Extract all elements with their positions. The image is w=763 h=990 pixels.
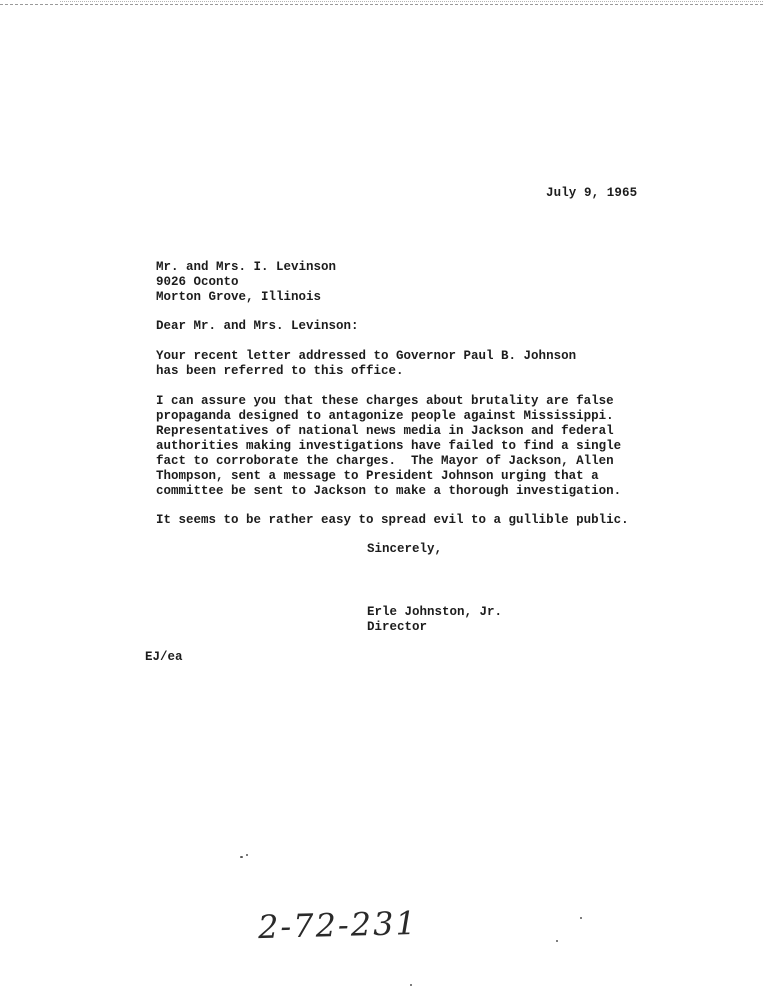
top-border-dashed xyxy=(0,4,763,5)
address-line-street: 9026 Oconto xyxy=(156,275,239,289)
address-line-city: Morton Grove, Illinois xyxy=(156,290,322,304)
paragraph-line: I can assure you that these charges about brutality are false xyxy=(156,394,614,408)
handwritten-file-number: 2-72-231 xyxy=(257,903,419,947)
paper-speck xyxy=(246,854,248,856)
paragraph-1 xyxy=(156,349,576,379)
paragraph-line: It seems to be rather easy to spread evil to a gullible public. xyxy=(156,513,629,527)
paper-speck xyxy=(240,856,243,858)
recipient-address xyxy=(156,260,336,305)
paragraph-line: committee be sent to Jackson to make a thorough investigation. xyxy=(156,484,622,498)
signer-name: Erle Johnston, Jr. xyxy=(367,605,503,619)
paragraph-2 xyxy=(156,394,621,499)
paragraph-line: Thompson, sent a message to President Johnson urging that a xyxy=(156,469,599,483)
paragraph-line: fact to corroborate the charges. The Mayor of Jackson, Allen xyxy=(156,454,614,468)
signer-title: Director xyxy=(367,620,428,634)
paragraph-line: has been referred to this office. xyxy=(156,364,404,378)
paper-speck xyxy=(580,917,582,919)
salutation xyxy=(156,319,359,334)
paper-speck xyxy=(410,984,412,986)
closing: Sincerely, xyxy=(367,542,443,556)
salutation-text: Dear Mr. and Mrs. Levinson: xyxy=(156,319,359,333)
paragraph-line: Your recent letter addressed to Governor Paul B. Johnson xyxy=(156,349,577,363)
paragraph-3 xyxy=(156,513,629,528)
paragraph-line: Representatives of national news media in Jackson and federal xyxy=(156,424,614,438)
address-line-name: Mr. and Mrs. I. Levinson xyxy=(156,260,337,274)
signature-block xyxy=(367,605,502,635)
top-border-dotted xyxy=(60,1,763,2)
letter-date: July 9, 1965 xyxy=(546,186,638,200)
typist-initials: EJ/ea xyxy=(145,650,183,664)
paragraph-line: propaganda designed to antagonize people against Mississippi. xyxy=(156,409,614,423)
paper-speck xyxy=(556,940,558,942)
paragraph-line: authorities making investigations have failed to find a single xyxy=(156,439,622,453)
